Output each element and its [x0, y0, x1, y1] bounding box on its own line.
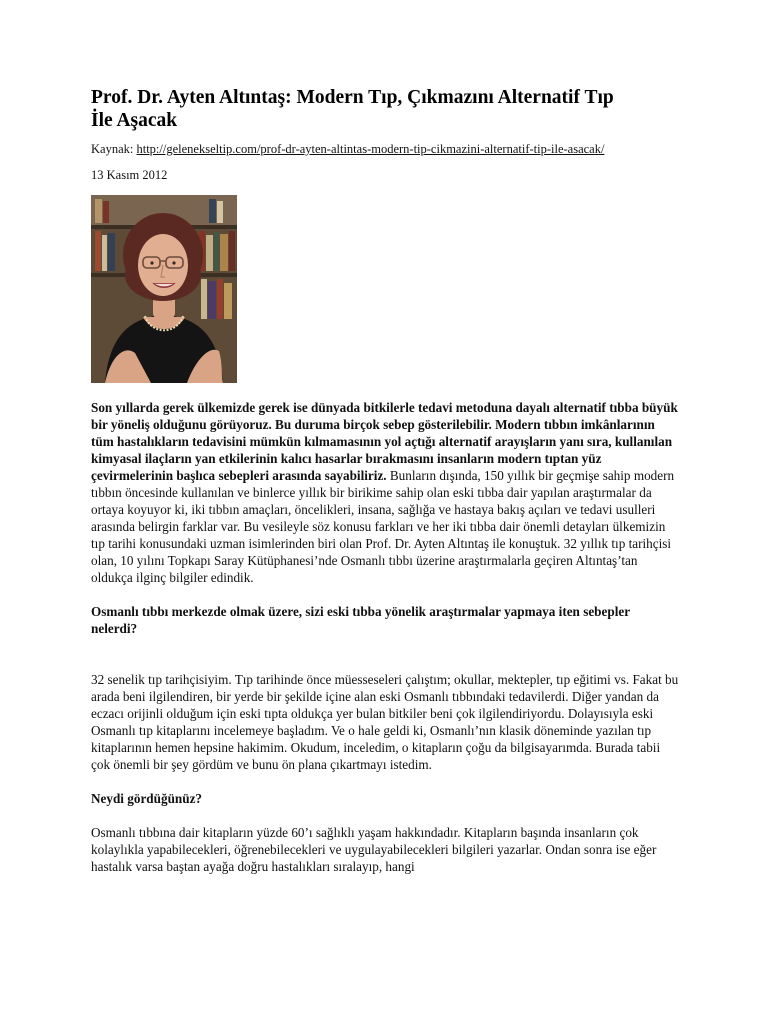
intro-paragraph [91, 399, 679, 586]
answer-1: 32 senelik tıp tarihçisiyim. Tıp tarihinde önce müesseseleri çalıştım; okullar, mektepler, tıp eğitimi vs. Fakat bu arada beni ilgilendiren, bir yerde bir şekilde içine alan eski Osmanlı tıbbındaki tedavilerdi. Diğer yandan da eczacı orijinli olduğum için eski tıpta oldukça yer bulan bitkiler beni çok ilgilendiriyordu. Dolayısıyla eski Osmanlı tıp kitaplarını incelemeye başladım. Ve o hale geldi ki, Osmanlı’nın klasik döneminde yazılan tıp kitaplarının hemen hepsine hakimim. Okudum, inceledim, o kitapların çoğu da bilgisayarımda. Burada tabii çok önemli bir şey gördüm ve bunu ön plana çıkartmayı istedim. [91, 672, 679, 772]
title-line-1: Prof. Dr. Ayten Altıntaş: Modern Tıp, Çıkmazını Alternatif Tıp [91, 87, 614, 108]
intro-regular-text: Bunların dışında, 150 yıllık bir geçmişe sahip modern tıbbın öncesinde kullanılan ve binlerce yıllık bir birikime sahip olan eski tıbba dair yapılan araştırmalar da ortaya koyuyor ki, iki tıbbın amaçları, öncelikleri, insana, sağlığa ve hastaya bakış açıları ve tedavi usulleri arasında belirgin farklar var. Bu vesileyle söz konusu farkları ve her iki tıbba dair önemli detayları ülkemizin tıp tarihi konusundaki uzman isimlerinden biri olan Prof. Dr. Ayten Altıntaş ile konuştuk. 32 yıllık tıp tarihçisi olan, 10 yılını Topkapı Saray Kütüphanesi’nde Osmanlı tıbbı üzerine araştırmalarla geçiren Altıntaş’tan oldukça ilginç bilgiler edindik. [91, 468, 675, 585]
intro-bold-text: Son yıllarda gerek ülkemizde gerek ise dünyada bitkilerle tedavi metoduna dayalı alternatif tıbba büyük bir yöneliş olduğunu görüyoruz. Bu duruma birçok sebep gösterilebilir. Modern tıbbın imkânlarının tüm hastalıkların tedavisini mümkün kılmamasının yol açtığı alternatif arayışların yanı sıra, kullanılan kimyasal ilaçların yan etkilerinin kalıcı hasarlar bırakmasını insanların modern tıptan yüz çevirmelerinin başlıca sebepleri arasında sayabiliriz. [91, 400, 678, 483]
source-line [91, 141, 679, 157]
article [91, 86, 679, 875]
question-2: Neydi gördüğünüz? [91, 791, 203, 806]
article-title [91, 86, 679, 132]
portrait-photo [91, 195, 237, 383]
source-label: Kaynak: [91, 142, 137, 156]
portrait-illustration [91, 195, 237, 383]
source-link[interactable]: http://gelenekseltip.com/prof-dr-ayten-altintas-modern-tip-cikmazini-alternatif-tip-ile-asacak/ [136, 142, 605, 156]
question-1: Osmanlı tıbbı merkezde olmak üzere, sizi eski tıbba yönelik araştırmalar yapmaya iten sebepler nelerdi? [91, 604, 630, 636]
article-date: 13 Kasım 2012 [91, 168, 168, 182]
answer-2: Osmanlı tıbbına dair kitapların yüzde 60’ı sağlıklı yaşam hakkındadır. Kitapların başında insanların çok kolaylıkla yapabilecekleri, öğrenebilecekleri ve uygulayabilecekleri bilgileri yazarlar. Ondan sonra ise eğer hastalık varsa baştan ayağa doğru hastalıkları sıralayıp, hangi [91, 825, 657, 874]
title-line-2: İle Aşacak [91, 110, 178, 131]
